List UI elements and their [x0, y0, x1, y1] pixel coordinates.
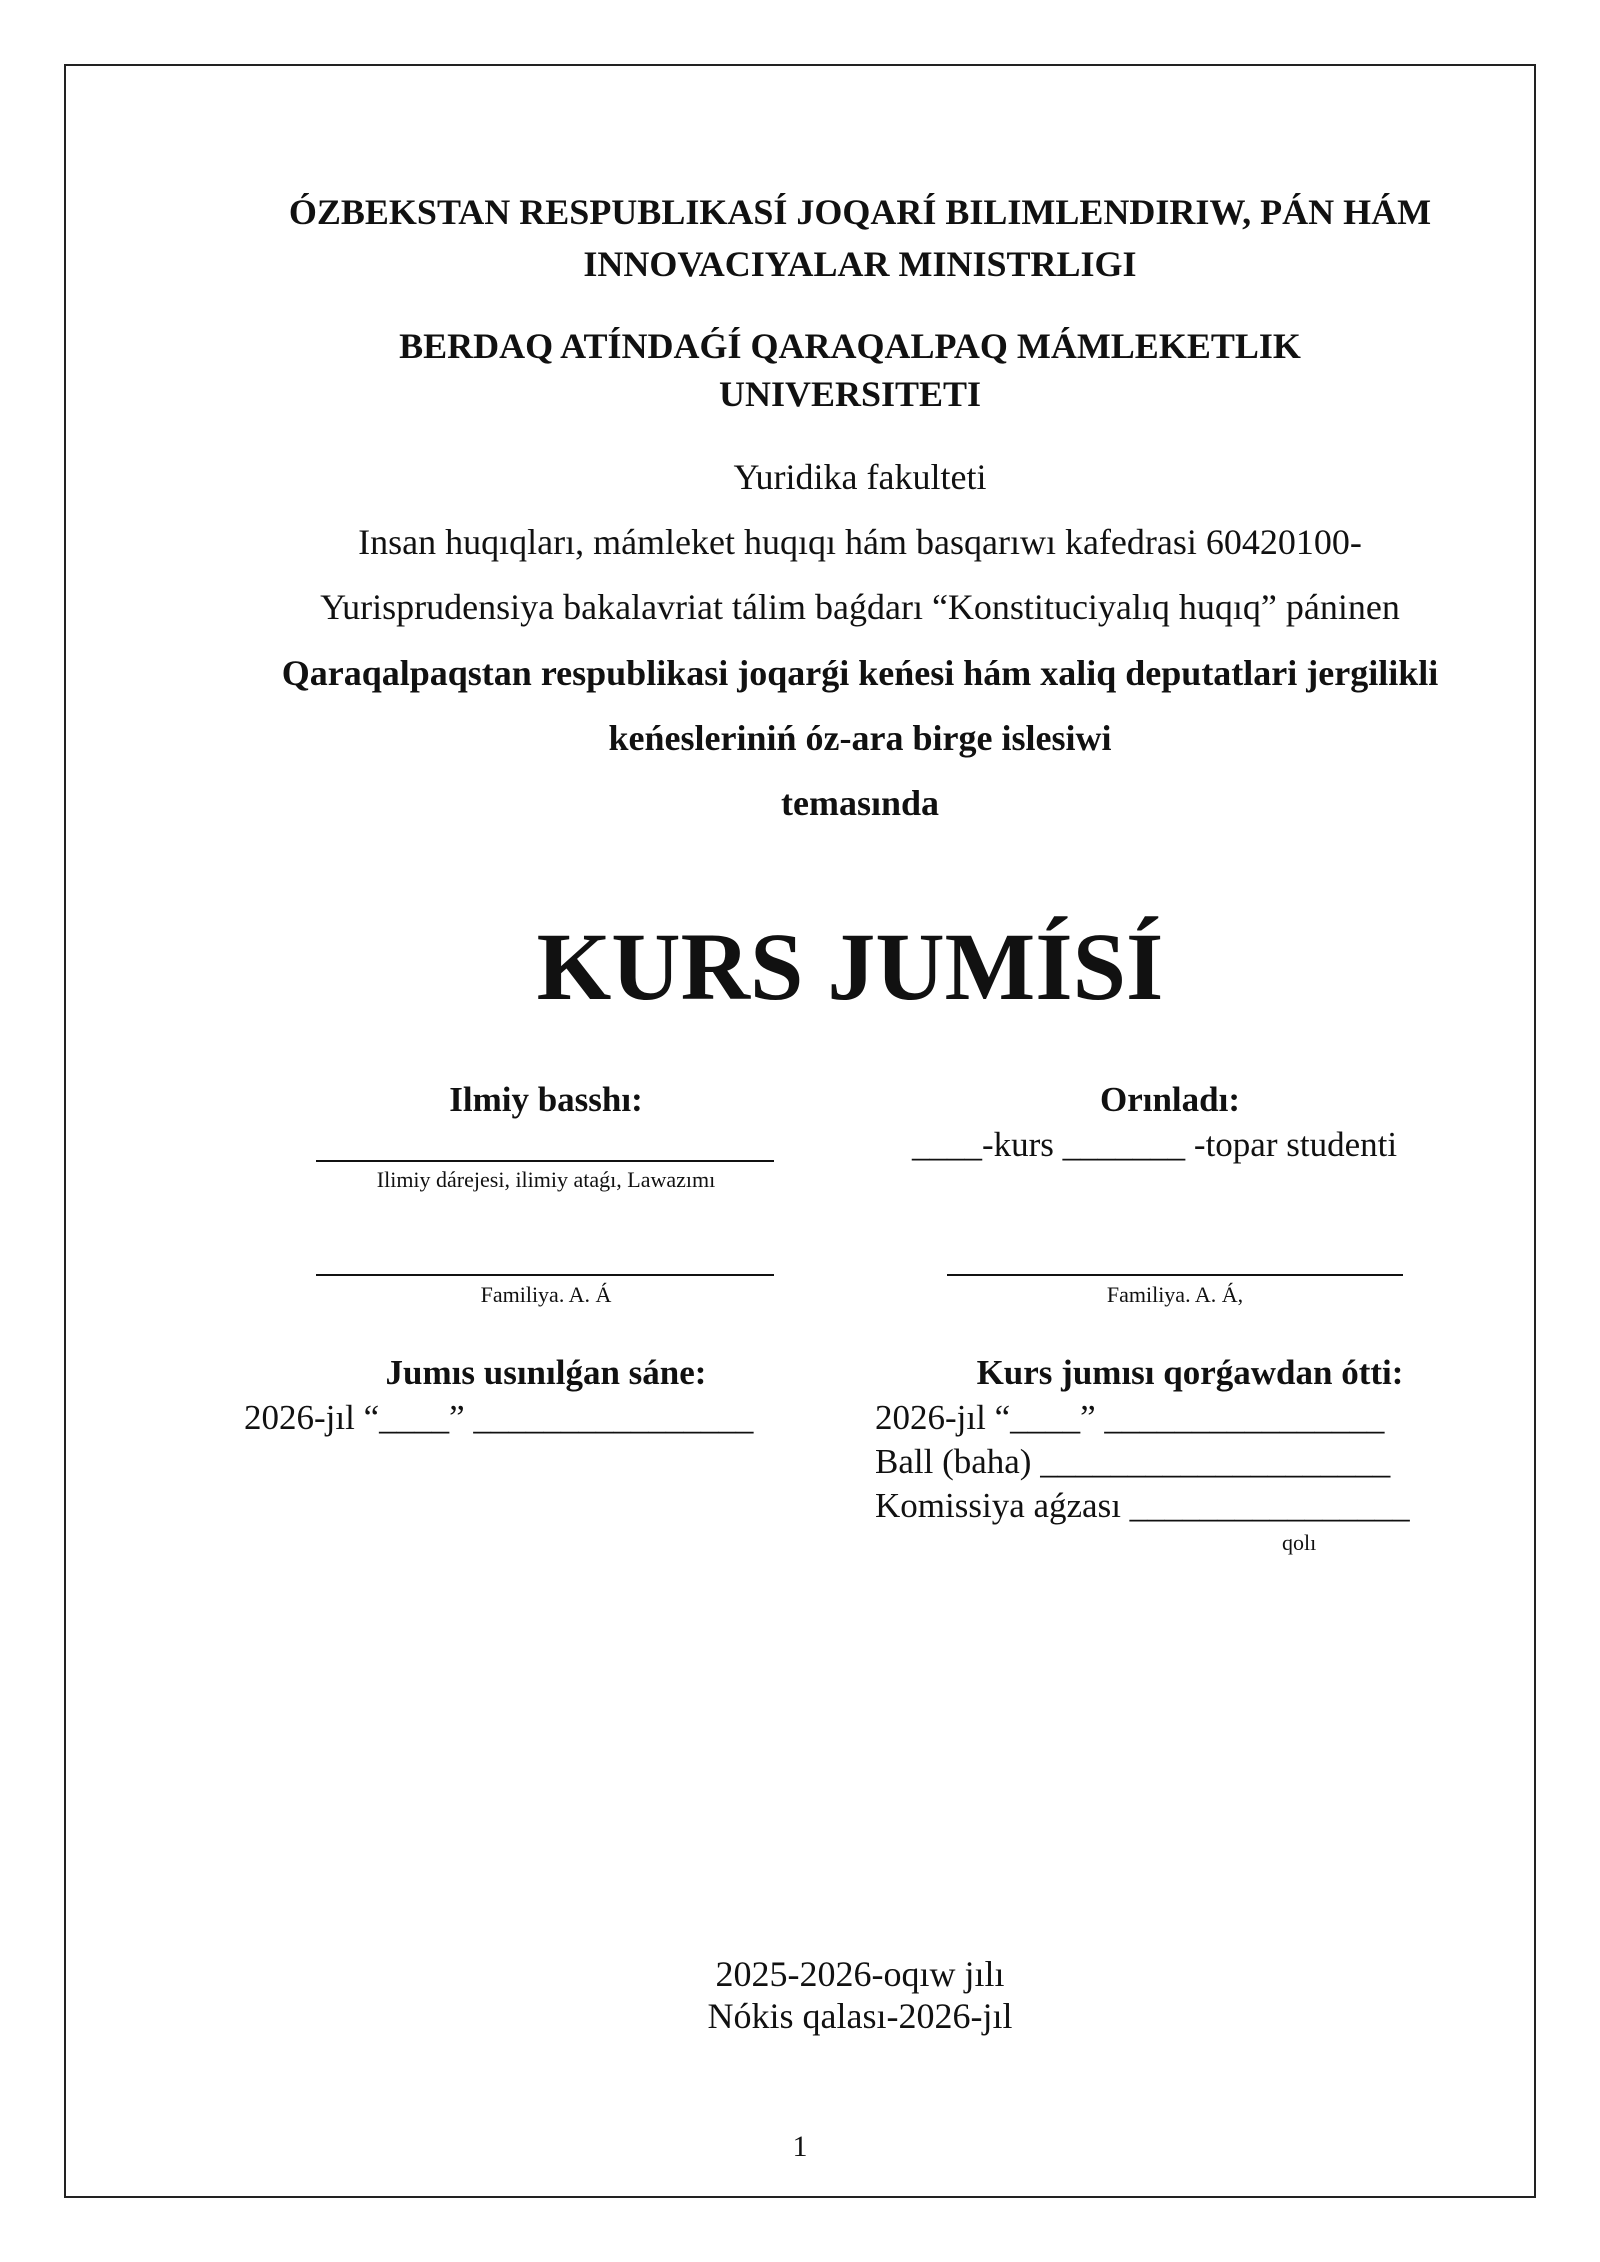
supervisor-heading: Ilmiy basshı:: [449, 1080, 643, 1119]
supervisor-position-line: [316, 1160, 774, 1162]
city-year: Nókis qalası-2026-jıl: [707, 1996, 1013, 2036]
ministry-heading: [160, 186, 1560, 290]
supervisor-position-caption: Ilimiy dárejesi, ilimiy ataǵı, Lawazımı: [376, 1167, 716, 1192]
defended-date-line: 2026-jıl “____” ________________: [875, 1398, 1385, 1437]
student-course-line: ____-kurs _______ -topar studenti: [912, 1125, 1398, 1164]
supervisor-name-line: [316, 1274, 774, 1276]
ministry-line-1: ÓZBEKSTAN RESPUBLIKASÍ JOQARÍ BILIMLENDIRIW, PÁN HÁM: [288, 192, 1432, 232]
university-line-1: BERDAQ ATÍNDAǴÍ QARAQALPAQ MÁMLEKETLIK: [399, 326, 1301, 366]
defended-grade-line: Ball (baha) ____________________: [875, 1442, 1391, 1481]
defended-heading: Kurs jumısı qorǵawdan ótti:: [976, 1353, 1404, 1392]
supervisor-name-caption: Familiya. A. Á: [480, 1282, 612, 1307]
department-line-1: Insan huqıqları, mámleket huqıqı hám basqarıwı kafedrasi 60420100-: [358, 522, 1362, 562]
student-name-caption: Familiya. A. Á,: [1106, 1282, 1244, 1307]
student-heading: Orınladı:: [1099, 1080, 1241, 1119]
submitted-heading: Jumıs usınılǵan sáne:: [385, 1353, 707, 1392]
topic-suffix: temasında: [780, 783, 939, 823]
university-line-2: UNIVERSITETI: [718, 374, 982, 414]
document-title: KURS JUMÍSÍ: [536, 913, 1164, 1020]
academic-year: 2025-2026-oqıw jılı: [715, 1954, 1005, 1994]
department-line-2: Yurisprudensiya bakalavriat tálim baǵdarı “Konstituciyalıq huqıq” páninen: [320, 587, 1400, 627]
ministry-line-2: INNOVACIYALAR MINISTRLIGI: [583, 244, 1137, 284]
submitted-date-line: 2026-jıl “____” ________________: [244, 1398, 754, 1437]
student-name-line: [947, 1274, 1403, 1276]
faculty-name: Yuridika fakulteti: [733, 457, 987, 497]
topic-line-2: keńesleriniń óz-ara birge islesiwi: [608, 718, 1112, 758]
signature-caption: qolı: [1282, 1530, 1317, 1555]
commission-member-line: Komissiya aǵzası ________________: [875, 1486, 1410, 1525]
university-heading: [160, 322, 1540, 418]
topic-line-1: Qaraqalpaqstan respublikasi joqarǵi keńesi hám xaliq deputatlari jergilikli: [281, 653, 1439, 693]
page-number: 1: [792, 2130, 808, 2163]
